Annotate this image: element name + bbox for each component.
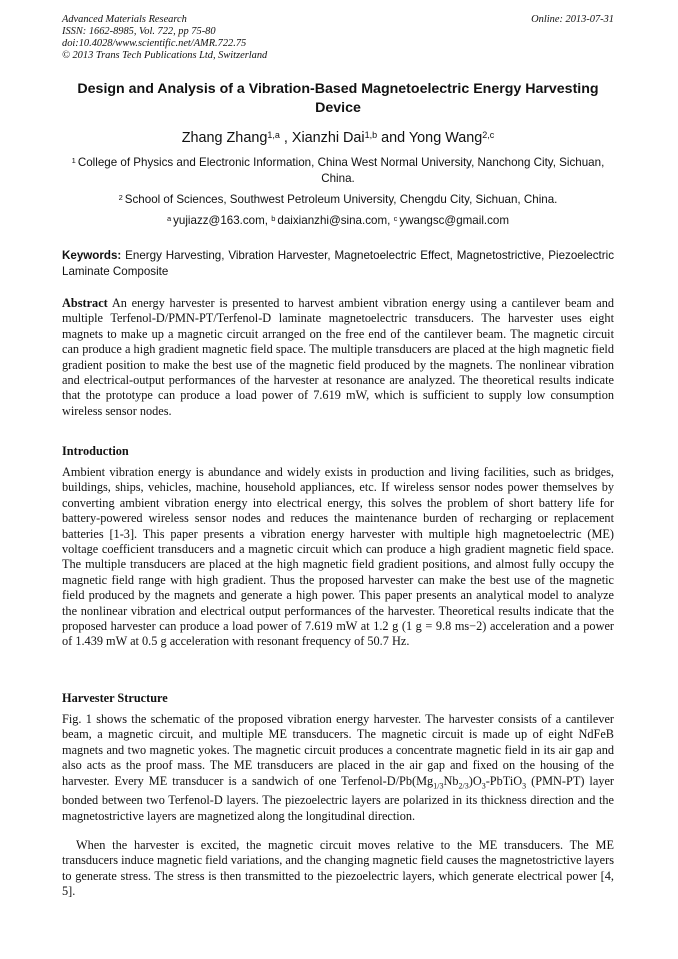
affiliation-mark: 1 bbox=[71, 156, 76, 165]
section-heading-harvester-structure: Harvester Structure bbox=[62, 691, 168, 705]
online-date: Online: 2013-07-31 bbox=[531, 14, 614, 25]
abstract bbox=[62, 296, 614, 419]
email-link[interactable]: yujiazz@163.com, bbox=[173, 214, 272, 227]
journal-copyright: © 2013 Trans Tech Publications Ltd, Switzerland bbox=[62, 50, 268, 61]
keywords-text: Energy Harvesting, Vibration Harvester, Magnetoelectric Effect, Magnetostrictive, Piezoelectric Laminate Composite bbox=[62, 249, 614, 278]
paragraph-text: Nb bbox=[443, 773, 459, 788]
author-affiliation-mark: 1,b bbox=[364, 130, 378, 140]
paragraph-text: (PMN-PT) layer bonded between two Terfenol-D layers. The piezoelectric layers are polarized in its thickness direction and the magnetostrictive layers are magnetized along the longitudinal direction. bbox=[62, 773, 614, 823]
abstract-label: Abstract bbox=[62, 296, 108, 310]
structure-paragraph-2: When the harvester is excited, the magnetic circuit moves relative to the ME transducers. The ME transducers induce magnetic field variations, and the changing magnetic field causes the magnetostrictive layers to generate stress. The stress is then transmitted to the piezoelectric layers, which generate electrical power [4, 5]. bbox=[62, 838, 614, 899]
journal-header bbox=[62, 14, 267, 62]
author-affiliation-mark: 1,a bbox=[267, 130, 280, 140]
author-separator: and bbox=[377, 130, 409, 146]
paper-title: Design and Analysis of a Vibration-Based Magnetoelectric Energy Harvesting Device bbox=[77, 81, 599, 116]
structure-paragraph-1 bbox=[62, 712, 614, 824]
paragraph-text: )O bbox=[468, 773, 482, 788]
subscript: 1/3 bbox=[433, 781, 444, 791]
author-separator: , bbox=[279, 130, 292, 146]
affiliation-text: School of Sciences, Southwest Petroleum University, Chengdu City, Sichuan, China. bbox=[124, 193, 558, 206]
author-affiliation-mark: 2,c bbox=[482, 130, 495, 140]
subscript: 3 bbox=[481, 781, 486, 791]
email-mark: a bbox=[166, 214, 172, 223]
journal-issn: ISSN: 1662-8985, Vol. 722, pp 75-80 bbox=[62, 26, 216, 37]
affiliation-mark: 2 bbox=[118, 193, 123, 202]
journal-name: Advanced Materials Research bbox=[62, 14, 187, 25]
abstract-text: An energy harvester is presented to harvest ambient vibration energy using a cantilever beam and multiple Terfenol-D/PMN-PT/Terfenol-D laminate magnetoelectric transducers. The harvester uses eight magnets to make up a magnetic circuit arranged on the free end of the cantilever beam. The magnetic circuit can produce a high gradient magnetic field space. The multiple transducers are placed at the high magnetic field gradient position to make the best use of the magnetic field produced by the magnets. The nonlinear vibration and electrical-output performances of the harvester at resonance are analyzed. The theoretical results indicate that the prototype can produce a load power of 7.619 mW, which is sufficient to supply low consumption wireless sensor nodes. bbox=[62, 296, 614, 418]
subscript: 2/3 bbox=[458, 781, 469, 791]
paragraph-text: -PbTiO bbox=[485, 773, 523, 788]
email-mark: c bbox=[393, 214, 398, 223]
keywords-label: Keywords: bbox=[62, 249, 122, 262]
email-mark: b bbox=[271, 214, 276, 223]
paragraph-text: Fig. 1 shows the schematic of the proposed vibration energy harvester. The harvester consists of a cantilever beam, a magnetic circuit, and multiple ME transducers. The magnetic circuit is made up of eight NdFeB magnets and two magnetic yokes. The magnetic circuit produces a concentrate magnetic field in its air gap and also acts as the proof mass. The ME transducers are placed in the air gap and fixed on the housing of the harvester. Every ME transducer is a sandwich of one Terfenol-D/Pb(Mg bbox=[62, 712, 614, 788]
affiliation-text: College of Physics and Electronic Information, China West Normal University, Nanchong City, Sichuan, China. bbox=[77, 156, 605, 185]
author-emails bbox=[62, 213, 614, 229]
email-link[interactable]: daixianzhi@sina.com, bbox=[277, 214, 394, 227]
author-name: Zhang Zhang bbox=[181, 130, 268, 146]
email-link[interactable]: ywangsc@gmail.com bbox=[399, 214, 510, 227]
introduction-paragraph: Ambient vibration energy is abundance and widely exists in production and living facilities, such as bridges, buildings, ships, vehicles, machine, household appliances, etc. If wireless sensor nodes power themselves by converting ambient vibration energy into electrical energy, this solves the problem of short battery life for battery-powered wireless sensor nodes and reduces the maintenance burden of recharging or replacement batteries [1-3]. This paper presents a vibration energy harvester with multiple high magnetoelectric (ME) voltage coefficient transducers and a magnetic circuit which can produce a high gradient magnetic field space. The multiple transducers are placed at the high magnetic field gradient positions, and almost fully occupy the magnetic field range with high gradient. Thus the proposed harvester can make the best use of the magnetic field produced by the magnets and generate a high power. This paper presents an analytical model to analyze the nonlinear vibration and electrical output performances of the harvester. Theoretical results indicate that the proposed harvester can produce a load power of 7.619 mW at 1.2 g (1 g = 9.8 ms−2) acceleration and a power of 1.439 mW at 0.5 g acceleration with resonant frequency of 50.7 Hz. bbox=[62, 465, 614, 649]
affiliation-2 bbox=[62, 192, 614, 208]
author-name: Xianzhi Dai bbox=[291, 130, 365, 146]
subscript: 3 bbox=[522, 781, 527, 791]
keywords bbox=[62, 248, 614, 279]
journal-doi: doi:10.4028/www.scientific.net/AMR.722.75 bbox=[62, 38, 247, 49]
author-name: Yong Wang bbox=[408, 130, 483, 146]
section-heading-introduction: Introduction bbox=[62, 444, 129, 458]
author-list bbox=[62, 129, 614, 147]
affiliation-1 bbox=[62, 155, 614, 186]
